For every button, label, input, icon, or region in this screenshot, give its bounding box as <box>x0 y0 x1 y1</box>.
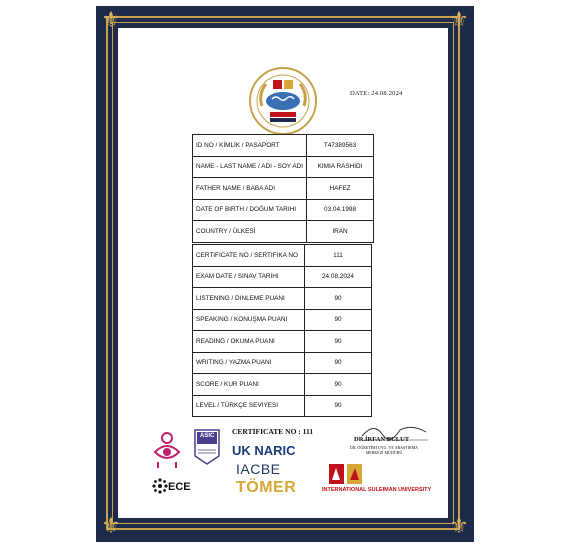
table-row <box>193 266 372 288</box>
row-value: HAFEZ <box>307 178 374 200</box>
certificate-number: CERTIFICATE NO : 111 <box>232 427 314 436</box>
table-row <box>193 309 372 331</box>
row-label: ID NO / KİMLİK / PASAPORT <box>193 135 307 157</box>
asic-badge-icon <box>193 428 221 466</box>
row-label: SPEAKING / KONUŞMA PUANI <box>193 309 305 331</box>
row-value: 90 <box>305 331 372 353</box>
signer-title-line1: DİL ÖĞRETİMİ UYG. VE ARAŞTIRMA <box>349 445 419 450</box>
table-row <box>193 221 374 243</box>
row-label: CERTIFICATE NO / SERTIFIKA NO <box>193 245 305 267</box>
row-value: 90 <box>305 352 372 374</box>
row-label: LEVEL / TÜRKÇE SEVIYESI <box>193 395 305 417</box>
signer-name: DR.İRFAN BULUT <box>354 436 410 443</box>
university-emblem-icon <box>248 66 318 136</box>
table-row <box>193 245 372 267</box>
fleur-de-lis-icon: ⚜ <box>101 8 121 33</box>
ece-label: ECE <box>168 481 191 493</box>
university-crest-icon <box>328 462 364 486</box>
row-value: 90 <box>305 288 372 310</box>
table-row <box>193 178 374 200</box>
issue-date: DATE: 24.08.2024 <box>350 90 403 97</box>
row-label: NAME - LAST NAME / ADI - SOY ADI <box>193 156 307 178</box>
table-row <box>193 156 374 178</box>
row-value: 111 <box>305 245 372 267</box>
row-value: 24.08.2024 <box>305 266 372 288</box>
row-label: LISTENING / DINLEME PUANI <box>193 288 305 310</box>
exam-results-table <box>192 244 372 417</box>
signer-title-line2: MERKEZİ MÜDÜRÜ <box>365 450 403 455</box>
row-label: SCORE / KUR PUANI <box>193 374 305 396</box>
row-label: COUNTRY / ÜLKESİ <box>193 221 307 243</box>
table-row <box>193 352 372 374</box>
row-label: WRITING / YAZMA PUANI <box>193 352 305 374</box>
row-value: KIMIA RASHIDI <box>307 156 374 178</box>
row-label: READING / OKUMA PUANI <box>193 331 305 353</box>
row-value: T47389563 <box>307 135 374 157</box>
university-name: INTERNATIONAL SULEIMAN UNIVERSITY <box>322 487 432 493</box>
iacbe-logo-icon: IACBE <box>236 461 281 477</box>
asic-label: ASIC <box>200 433 215 439</box>
row-label: DATE OF BIRTH / DOĞUM TARIHI <box>193 199 307 221</box>
row-value: 90 <box>305 395 372 417</box>
table-row <box>193 331 372 353</box>
fleur-de-lis-icon: ⚜ <box>449 514 469 539</box>
personal-info-table <box>192 134 374 243</box>
accreditation-seal-icon <box>150 430 184 470</box>
table-row <box>193 199 374 221</box>
uknaric-logo-icon: UK NARIC <box>232 443 296 458</box>
table-row <box>193 135 374 157</box>
row-value: IRAN <box>307 221 374 243</box>
signer-title <box>344 445 424 455</box>
row-label: FATHER NAME / BABA ADI <box>193 178 307 200</box>
row-value: 90 <box>305 374 372 396</box>
fleur-de-lis-icon: ⚜ <box>449 8 469 33</box>
row-value: 03.04.1998 <box>307 199 374 221</box>
ece-logo-icon <box>152 478 168 494</box>
table-row <box>193 395 372 417</box>
row-value: 90 <box>305 309 372 331</box>
table-row <box>193 288 372 310</box>
row-label: EXAM DATE / SINAV TARIHI <box>193 266 305 288</box>
tomer-logo-icon: TÖMER <box>236 479 297 496</box>
table-row <box>193 374 372 396</box>
fleur-de-lis-icon: ⚜ <box>101 514 121 539</box>
